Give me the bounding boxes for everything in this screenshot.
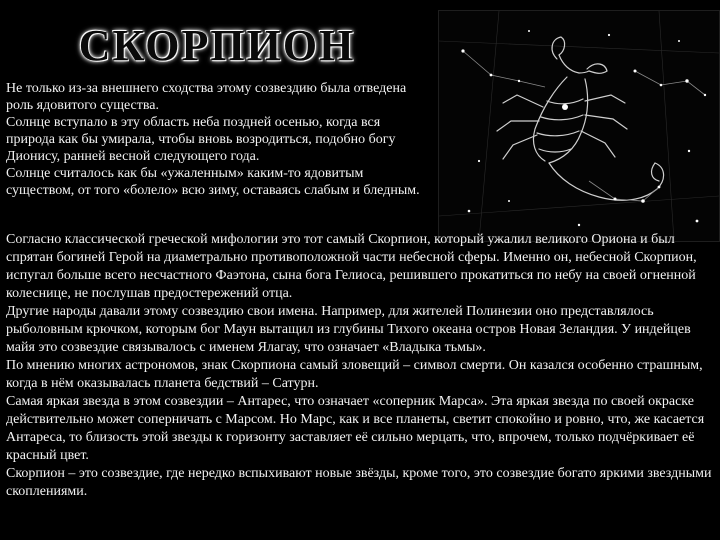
body-paragraph: По мнению многих астрономов, знак Скорпиона самый зловещий – символ смерти. Он казался особенно страшным, когда в нём оказывалась планета бедствий – Сатурн. [6, 358, 703, 391]
main-text [6, 231, 714, 501]
scorpion-constellation-illustration [438, 10, 720, 242]
intro-paragraph: Солнце считалось как бы «ужаленным» каким-то ядовитым существом, от того «болело» всю зиму, оставаясь слабым и бледным. [6, 166, 420, 198]
page-title: СКОРПИОН [78, 21, 356, 70]
intro-paragraph: Не только из-за внешнего сходства этому созвездию была отведена роль ядовитого существа. [6, 81, 407, 113]
body-paragraph: Согласно классической греческой мифологии это тот самый Скорпион, который ужалил великого Ориона и был спрятан богиней Герой на диаметрально противоположной части небесной сферы. Именно он, небесной Скорпион, испугал больше всего несчастного Фаэтона, сына бога Гелиоса, решившего прокатиться по небу на своей огненной колеснице, не послушав предостережений отца. [6, 232, 697, 301]
body-paragraph: Другие народы давали этому созвездию свои имена. Например, для жителей Полинезии оно представлялось рыболовным крючком, которым бог Маун вытащил из глубины Тихого океана остров Новая Зеландия. У индейцев майя это созвездие связывалось с именем Ялагау, что означает «Владыка тьмы». [6, 304, 691, 355]
body-paragraph: Скорпион – это созвездие, где нередко вспыхивают новые звёзды, кроме того, это созвездие богато яркими звездными скоплениями. [6, 466, 712, 499]
intro-text [6, 80, 426, 199]
intro-paragraph: Солнце вступало в эту область неба поздней осенью, когда вся природа как бы умирала, чтобы вновь возродиться, подобно богу Дионису, ранней весной следующего года. [6, 115, 396, 164]
body-paragraph: Самая яркая звезда в этом созвездии – Антарес, что означает «соперник Марса». Эта яркая звезда по своей окраске действительно может соперничать с Марсом. Но Марс, как и все планеты, светит спокойно и ровно, что, же касается Антареса, то близость этой звезды к горизонту заставляет её сильно мерцать, что, впрочем, только подчёркивает её красный цвет. [6, 394, 705, 463]
